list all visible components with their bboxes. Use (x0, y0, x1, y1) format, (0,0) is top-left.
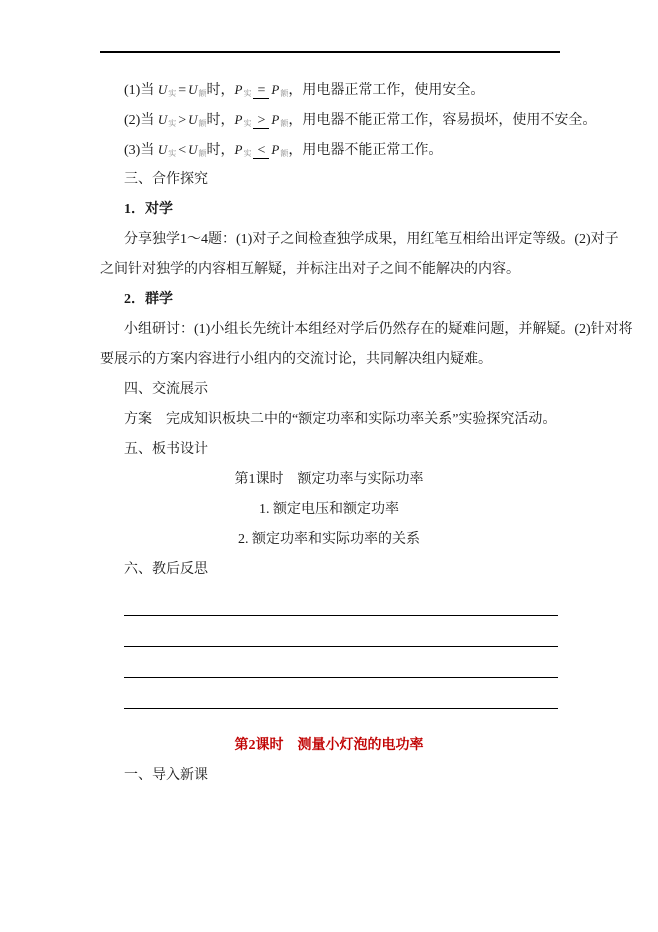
answer-blank: = (253, 83, 269, 99)
blank-answer-line (124, 616, 558, 647)
section-4-heading: 四、交流展示 (124, 382, 208, 397)
condition-text: ，用电器不能正常工作，容易损坏，使用不安全。 (288, 113, 597, 128)
var-p-actual: $P_实$ (234, 142, 252, 158)
lesson2-title: 第2课时 测量小灯泡的电功率 (234, 738, 424, 753)
subscript-actual: 实 (243, 119, 252, 128)
subscript-actual: 实 (168, 149, 177, 158)
blank-answer-line (124, 585, 558, 616)
condition-item-3 (100, 135, 558, 165)
blank-answer-line (124, 647, 558, 678)
subscript-actual: 实 (243, 89, 252, 98)
var-p-rated: $P_额$ (271, 82, 289, 98)
answer-blank: < (253, 143, 269, 159)
text-shi: 时， (206, 83, 235, 98)
fangan-paragraph (100, 405, 558, 435)
section-5-heading: 五、板书设计 (124, 442, 208, 457)
subscript-rated: 额 (198, 119, 207, 128)
subscript-rated: 额 (198, 89, 207, 98)
qunxue-paragraph-line1: 小组研讨：(1)小组长先统计本组经对学后仍然存在的疑难问题，并解疑。(2)针对将 (124, 322, 633, 337)
relation-op: = (178, 83, 187, 98)
text-shi: 时， (206, 143, 235, 158)
subscript-rated: 额 (198, 149, 207, 158)
var-p-rated: $P_额$ (271, 142, 289, 158)
subscript-actual: 实 (243, 149, 252, 158)
board-design-title: 第1课时 额定功率与实际功率 (234, 472, 424, 487)
var-p-actual: $P_实$ (234, 82, 252, 98)
condition-text: ，用电器正常工作，使用安全。 (288, 83, 485, 98)
subscript-rated: 额 (280, 89, 289, 98)
subscript-rated: 额 (280, 149, 289, 158)
subscript-rated: 额 (280, 119, 289, 128)
relation-op: < (178, 143, 187, 158)
var-u-actual: $U_实$ (157, 112, 177, 128)
section-6-heading: 六、教后反思 (124, 562, 208, 577)
fangan-text: 完成知识板块二中的“额定功率和实际功率关系”实验探究活动。 (166, 412, 557, 427)
header-divider (100, 51, 560, 53)
lesson2-section-1-heading: 一、导入新课 (124, 768, 208, 783)
condition-prefix: (1)当 (124, 83, 158, 98)
var-u-rated: $U_额$ (188, 112, 207, 128)
var-u-rated: $U_额$ (188, 142, 207, 158)
condition-item-2 (100, 105, 597, 135)
duixue-paragraph-line2: 之间针对独学的内容相互解疑，并标注出对子之间不能解决的内容。 (100, 262, 520, 277)
var-p-rated: $P_额$ (271, 112, 289, 128)
text-shi: 时， (206, 113, 235, 128)
condition-text: ，用电器不能正常工作。 (288, 143, 443, 158)
subsection-duixue-heading: 1．对学 (124, 202, 173, 217)
var-u-actual: $U_实$ (157, 82, 177, 98)
var-u-rated: $U_额$ (188, 82, 207, 98)
board-design-item-1: 1. 额定电压和额定功率 (259, 502, 399, 517)
relation-op: > (178, 113, 187, 128)
subsection-qunxue-heading: 2．群学 (124, 292, 173, 307)
var-u-actual: $U_实$ (157, 142, 177, 158)
condition-prefix: (2)当 (124, 113, 158, 128)
subscript-actual: 实 (168, 119, 177, 128)
duixue-paragraph-line1: 分享独学1～4题：(1)对子之间检查独学成果，用红笔互相给出评定等级。(2)对子 (124, 232, 619, 247)
board-design-item-2: 2. 额定功率和实际功率的关系 (238, 532, 420, 547)
section-3-heading: 三、合作探究 (124, 172, 208, 187)
condition-item-1 (100, 75, 558, 105)
document-content (100, 75, 633, 791)
blank-answer-line (124, 678, 558, 709)
var-p-actual: $P_实$ (234, 112, 252, 128)
fangan-label: 方案 (124, 412, 152, 427)
qunxue-paragraph-line2: 要展示的方案内容进行小组内的交流讨论，共同解决组内疑难。 (100, 352, 492, 367)
condition-prefix: (3)当 (124, 143, 158, 158)
answer-blank: > (253, 113, 269, 129)
subscript-actual: 实 (168, 89, 177, 98)
